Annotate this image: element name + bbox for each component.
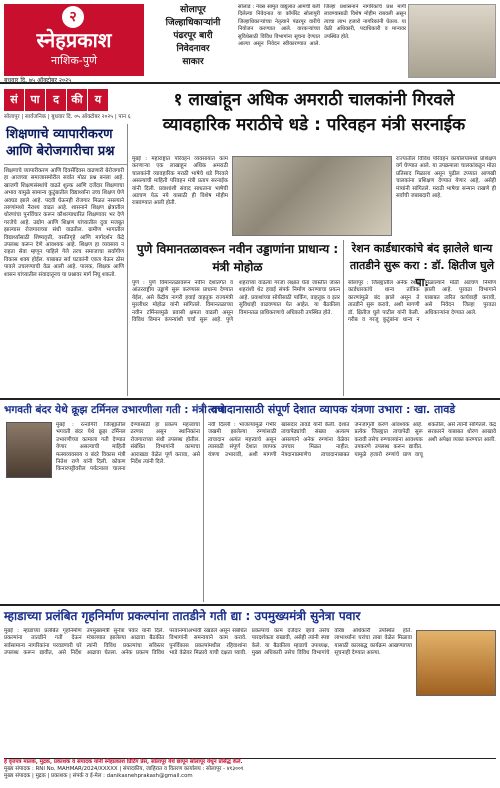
editorial-letter: य bbox=[88, 89, 108, 111]
logo-number: २ bbox=[62, 6, 84, 28]
airport-body: पुणे : पुणे विमानतळावरून नवीन देशांतर्गत व आंतरराष्ट्रीय उड्डाणे सुरू करण्यास प्राधान्य देण्यात येईल, असे केंद्रीय नागरी हवाई वाहतूक राज्यमंत्री मुरलीधर मोहोळ यांनी सांगितले. विमानतळाच्या नवीन टर्मिनलमुळे प्रवासी क्षमता वाढली असून विविध विमान कंपन्यांशी चर्चा सुरू आहे. पुणे शहराच्या वाढत्या गरजा लक्षात घेता जास्तीत जास्त शहरांशी थेट हवाई संपर्क निर्माण करण्याचा प्रयत्न आहे. प्रवाशांच्या सोयीसाठी पार्किंग, वाहतूक व इतर सुविधाही वाढवण्यात येत आहेत. या बैठकीला विमानतळ प्राधिकरणाचे अधिकारी उपस्थित होते. bbox=[132, 280, 340, 324]
edition-line: साकार bbox=[182, 57, 204, 67]
cruise-terminal-story bbox=[4, 402, 226, 602]
skin-donation-body: नवी दिल्ली : भाजल्यामुळे गंभीर जखमी झालेल्या रुग्णांसाठी त्वचादान अत्यंत महत्त्वाचे असून त्यासाठी संपूर्ण देशात व्यापक यंत्रणा उभारावी, अशी मागणी खासदार तावडे यांनी केली. देशात त्वचापेढ्यांची संख्या अत्यल्प असल्याने अनेक रुग्णांना वेळेवर उपचार मिळत नाहीत. नेत्रदानाप्रमाणेच त्वचादानाबाबत जनजागृती करणे आवश्यक आहे. प्रत्येक जिल्ह्यात त्वचापेढी सुरू करावी तसेच रुग्णालयांना आवश्यक उपकरणे उपलब्ध करून द्यावीत. यामुळे हजारो रुग्णांचे प्राण वाचू शकतील, असे त्यांनी सांगितले. केंद्र सरकारने याबाबत धोरण आखावे अशी अपेक्षा व्यक्त करण्यात आली. bbox=[208, 422, 496, 458]
lead-story-body bbox=[132, 156, 496, 236]
dateline: बुधवार दि. ७५ ऑक्टोबर २०२५ bbox=[4, 77, 72, 84]
top-news-text: सोलाड : नेवस सामुत वाद्युलात आमची बली दिलेल्या निवेदनात या कॉर्पोरेट सोलापुरी जिल्हाधिकाऱ्यांच्या नेतृत्वाने पंढरपूर वारीचे नियोजन करण्यात आले. वारकऱ्यांच्या सुविधेसाठी विविध विभागांना सूचना देण्यात आल्या असून निवेदन स्वीकारण्यात आले. जिल्हा प्रशासनाने नागरिकांचे प्रश्न मार्गी लावण्यासाठी विशेष मोहीम राबवली असून त्याचा लाभ हजारो नागरिकांनी घेतला. या वेळी अधिकारी, पदाधिकारी व मान्यवर उपस्थित होते. bbox=[238, 4, 406, 48]
editorial-headline: शिक्षणाचे व्यापारीकरण आणि बेरोजगारीचा प्रश्न bbox=[4, 124, 127, 165]
ration-body: सोलापूर : जिल्ह्यातील अनेक रेशन कार्डधारकांचे धान्य तांत्रिक कारणांमुळे बंद झाले असून ते तातडीने सुरू करावे, अशी मागणी डॉ. क्षितीज घुले पाटील यांनी केली. गरीब व गरजू कुटुंबांना धान्य न मिळाल्याने मोठी अडचण निर्माण झाली आहे. पुरवठा विभागाने याबाबत त्वरित कार्यवाही करावी, असे निवेदन जिल्हा पुरवठा अधिकाऱ्यांना देण्यात आले. bbox=[348, 280, 496, 324]
deputy-cm-photo bbox=[416, 630, 496, 696]
top-news-photo bbox=[408, 4, 496, 78]
lead-body-left: मुंबई : महाराष्ट्रात परिवहन व्यवसायात काम करणाऱ्या एक लाखाहून अधिक अमराठी चालकांनी व्यावहारिक मराठी भाषेचे धडे गिरवले असल्याची माहिती परिवहन मंत्री प्रताप सरनाईक यांनी दिली. प्रवाशांशी संवाद साधताना भाषेची अडचण येऊ नये यासाठी ही विशेष मोहीम राबवण्यात आली होती. bbox=[132, 156, 228, 207]
skin-donation-story bbox=[208, 402, 496, 602]
section-divider bbox=[0, 604, 500, 606]
mhada-story bbox=[4, 608, 496, 756]
lead-photo bbox=[232, 156, 392, 236]
edition-line: सोलापूर bbox=[180, 5, 206, 15]
footer-line1: हे वृत्तपत्र मालक, मुद्रक, प्रकाशक व संपादक यांनी स्नेहप्रकाश प्रिंटिंग प्रेस, सोलापूर येथे छापून सोलापूर येथून प्रसिद्ध केले. bbox=[4, 759, 243, 765]
lead-story-header bbox=[132, 88, 496, 152]
edition-box bbox=[150, 4, 236, 76]
edition-line: निवेदनावर bbox=[176, 44, 210, 54]
footer-line3: मुख्य संपादक | मुद्रक | प्रकाशक | संपर्क व ई-मेल : danikasnehprakash@gmail.com bbox=[4, 773, 193, 779]
print-line-footer bbox=[4, 758, 496, 786]
edition-line: पंढरपूर बारी bbox=[173, 31, 213, 41]
cruise-body: मुंबई : रत्नागिरी जिल्ह्यातील भगवती बंदर येथे क्रूझ टर्मिनल उभारणीच्या कामाला गती देण्यात येणार असल्याची माहिती मत्स्यव्यवसाय व बंदरे विकास मंत्री नितेश राणे यांनी दिली. कोकण किनारपट्टीवरील पर्यटनाला चालना देण्यासाठी हा प्रकल्प महत्त्वाचा ठरणार असून स्थानिकांना रोजगाराच्या संधी उपलब्ध होतील. संबंधित विभागांनी कामाचा आराखडा वेळेत पूर्ण करावा, असे निर्देश त्यांनी दिले. bbox=[56, 422, 200, 473]
editorial-letter: पा bbox=[25, 89, 45, 111]
airport-story bbox=[132, 240, 344, 396]
masthead bbox=[0, 0, 500, 84]
section-divider bbox=[0, 398, 500, 400]
ration-headline: रेशन कार्डधारकांचे बंद झालेले धान्य तातडीने सुरू करा : डॉ. क्षितीज घुले पा. bbox=[349, 242, 495, 289]
cruise-headline: भगवती बंदर येथे क्रूझ टर्मिनल उभारणीला गती : मंत्री राणे bbox=[4, 404, 226, 416]
ration-story bbox=[348, 240, 496, 396]
lead-headline-line1: १ लाखांहून अधिक अमराठी चालकांनी गिरवले bbox=[173, 90, 455, 110]
lead-body-right: राज्यातील विविध परिवहन कार्यालयांमध्ये प्रशिक्षण वर्ग घेण्यात आले. या उपक्रमाला चालकांकडून मोठा प्रतिसाद मिळाला असून पुढील टप्प्यात आणखी चालकांना प्रशिक्षण देण्यात येणार आहे, असेही मंत्र्यांनी सांगितले. मराठी भाषेचा सन्मान राखणे ही सर्वांची जबाबदारी आहे. bbox=[396, 156, 496, 200]
editorial-column bbox=[4, 124, 128, 396]
newspaper-name: स्नेहप्रकाश bbox=[36, 28, 112, 52]
edition-line: जिल्हाधिकाऱ्यांनी bbox=[165, 18, 221, 28]
skin-donation-headline: त्वचादानासाठी संपूर्ण देशात व्यापक यंत्रणा उभारा : खा. तावडे bbox=[208, 403, 456, 416]
airport-headline: पुणे विमानतळावरून नवीन उड्डाणांना प्राधान्य : मंत्री मोहोळ bbox=[136, 242, 339, 274]
editorial-letter: सं bbox=[4, 89, 24, 111]
mhada-body: मुंबई : म्हाडाच्या प्रलंबित गृहनिर्माण प्रकल्पांना तातडीने गती देऊन सर्वसामान्य नागरिकांना परवडणारी घरे उपलब्ध करून द्यावीत, असे निर्देश उपमुख्यमंत्री सुनेत्रा पवार यांनी दिले. मंत्रालयात झालेल्या आढावा बैठकीत त्यांनी विविध प्रकल्पांचा सविस्तर आढावा घेतला. अनेक प्रकल्प विविध परवानग्यांअभावी रखडले असून संबंधित विभागांनी समन्वयाने काम करावे. पुनर्विकास प्रकल्पांमधील रहिवाशांना भाडे वेळेवर मिळावे याची दक्षता घ्यावी. प्रकल्पांचे काम दर्जेदार व्हावे तसेच पारदर्शकता राखावी, असेही त्यांनी स्पष्ट केले. या बैठकीला म्हाडाचे उपाध्यक्ष, मुख्य अधिकारी तसेच विविध विभागांचे वरिष्ठ अधिकारी उपस्थित होते. लाभार्थ्यांना घरांचा ताबा वेळेत मिळावा यासाठी कालबद्ध कार्यक्रम आखण्याच्या सूचनाही देण्यात आल्या. bbox=[4, 628, 412, 657]
newspaper-city: नाशिक-पुणे bbox=[51, 54, 97, 67]
mhada-headline: म्हाडाच्या प्रलंबित गृहनिर्माण प्रकल्पांना तातडीने गती द्या : उपमुख्यमंत्री सुनेत्रा पवार bbox=[4, 609, 361, 623]
editorial-label bbox=[4, 88, 130, 114]
footer-line2: मुख्य संपादक : RNI No. MAHMAR/2024/XXXXX | संपादकीय, जाहिरात व वितरण कार्यालय : सोलापूर - ४१३००१ bbox=[4, 766, 244, 772]
editorial-letter: की bbox=[67, 89, 87, 111]
editorial-info: सोलापूर | सार्वजनिक | बुधवार दि. ०५ ऑक्टोबर २०२५ | पान ६ bbox=[4, 114, 131, 120]
editorial-letter: द bbox=[46, 89, 66, 111]
newspaper-logo bbox=[4, 4, 144, 76]
lead-headline-line2: व्यावहारिक मराठीचे धडे : परिवहन मंत्री सरनाईक bbox=[162, 115, 466, 135]
editorial-body: शिक्षणाचे व्यापारीकरण आणि दिवसेंदिवस वाढणारी बेरोजगारी हा आजच्या समाजासमोरील सर्वात मोठा प्रश्न बनला आहे. खाजगी शिक्षणसंस्थांचे वाढते शुल्क आणि दर्जेदार शिक्षणाचा अभाव यामुळे सामान्य कुटुंबातील विद्यार्थ्यांना उच्च शिक्षण घेणे अवघड झाले आहे. पदवी घेऊनही रोजगार मिळत नसल्याने तरुणांमध्ये नैराश्य वाढत आहे. शासनाने शिक्षण क्षेत्रातील धोरणांचा पुनर्विचार करून कौशल्याधारित शिक्षणावर भर देणे गरजेचे आहे. उद्योग आणि शिक्षण यांच्यातील दुवा मजबूत झाल्यास रोजगाराच्या संधी वाढतील. ग्रामीण भागातील विद्यार्थ्यांसाठी शिष्यवृत्ती, वसतिगृहे आणि मार्गदर्शन केंद्रे उपलब्ध करून देणे आवश्यक आहे. शिक्षण हा व्यवसाय न राहता सेवा म्हणून पाहिले गेले तरच समाजाचा सर्वांगीण विकास शक्य होईल. याबाबत सर्व घटकांनी एकत्र येऊन ठोस पावले उचलण्याची वेळ आली आहे. पालक, शिक्षक आणि शासन यांच्यातील संवादातूनच या प्रश्नावर मार्ग निघू शकतो. bbox=[4, 168, 124, 278]
minister-portrait bbox=[6, 422, 52, 478]
